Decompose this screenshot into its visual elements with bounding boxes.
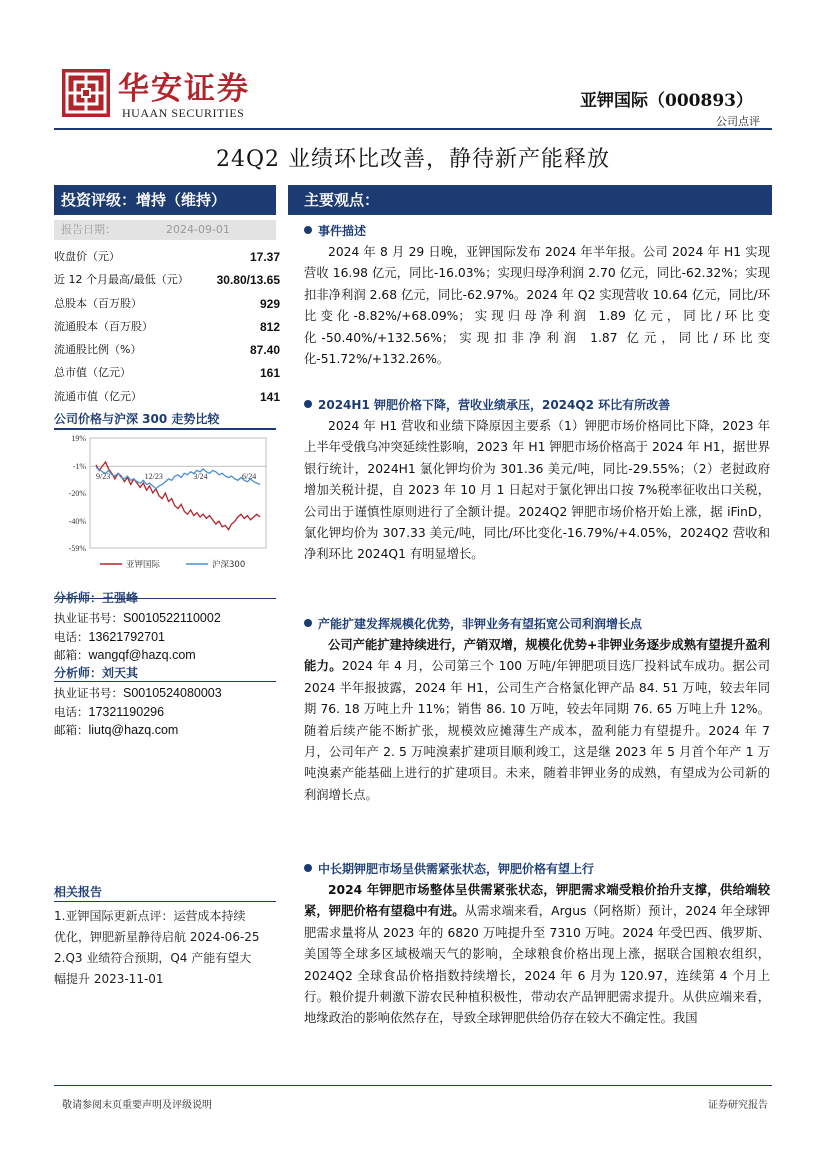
price-comparison-chart [54, 428, 276, 578]
bullet-icon [304, 226, 312, 234]
related-line: 优化，钾肥新星静待启航 2024-06-25 [54, 930, 260, 944]
stat-label: 总股本（百万股） [54, 296, 142, 310]
section-heading: 产能扩建发挥规模化优势，非钾业务有望拓宽公司利润增长点 [304, 615, 770, 635]
section-event [304, 222, 770, 370]
report-date [54, 220, 276, 240]
x-tick-label: 12/23 [144, 472, 163, 482]
related-reports-list [54, 906, 282, 990]
paragraph-body: 2024 年 4 月，公司第三个 100 万吨/年钾肥项目选厂投料试车成功。据公司 2024 半年报披露，2024 年 H1，公司生产合格氯化钾产品 84. 51 万吨，较去年同期 76. 18 万吨上升 11%；销售 86. 10 万吨，较去年同期 76. 65 万吨上升 12%。随着后续产能不断扩张，规模效应摊薄生产成本，盈利能力有望提升。2024 年 7 月，公司年产 2. 5 万吨溴素扩建项目顺利竣工，这是继 2023 年 5 月首个年产 1 万吨溴素产能基础上进行的扩建项目。未来，随着非钾业务的成熟，有望成为公司新的利润增长点。 [304, 659, 770, 802]
x-tick-label: 9/23 [96, 472, 111, 482]
stat-row [54, 340, 282, 363]
section-paragraph: 2024 年 8 月 29 日晚，亚钾国际发布 2024 年半年报。公司 2024 年 H1 实现营收 16.98 亿元，同比-16.03%；实现归母净利润 2.70 亿元，同比-62.32%；实现扣非净利润 2.68 亿元，同比-62.97%。2024 年 Q2 实现营收 10.64 亿元，同比/环比变化-8.82%/+68.09%；实现归母净利润 1.89 亿元，同比/环比变化-50.40%/+132.56%；实现扣非净利润 1.87 亿元，同比/环比变化-51.72%/+132.26%。 [304, 245, 770, 367]
stat-value: 87.40 [249, 343, 280, 358]
stat-value: 812 [259, 319, 280, 334]
stat-value: 30.80/13.65 [216, 273, 280, 288]
section-heading: 2024H1 钾肥价格下降，营收业绩承压，2024Q2 环比有所改善 [304, 396, 770, 416]
related-reports-title: 相关报告 [54, 885, 103, 899]
footer-divider [54, 1085, 772, 1086]
analyst-2-title: 分析师：刘天其 [54, 666, 139, 680]
related-line: 1.亚钾国际更新点评：运营成本持续 [54, 909, 246, 923]
stat-row [54, 247, 282, 270]
stat-label: 流通股比例（%） [54, 343, 142, 357]
stat-label: 流通市值（亿元） [54, 389, 142, 403]
stat-value: 141 [259, 389, 280, 404]
x-tick-label: 3/24 [193, 472, 208, 482]
analyst-card-1 [54, 589, 282, 665]
y-tick-label: 19% [71, 434, 86, 443]
stat-value: 161 [259, 366, 280, 381]
report-title: 24Q2 业绩环比改善，静待新产能释放 [215, 147, 611, 172]
section-heading: 中长期钾肥市场呈供需紧张状态，钾肥价格有望上行 [304, 860, 770, 880]
analyst-2-phone: 电话：17321190296 [54, 704, 165, 719]
company-name: 亚钾国际（000893） [580, 91, 753, 111]
stat-label: 总市值（亿元） [54, 366, 131, 380]
chart-section-title: 公司价格与沪深 300 走势比较 [54, 412, 220, 426]
section-paragraph [304, 880, 770, 1030]
stat-row [54, 317, 282, 340]
paragraph-body: 从需求端来看，Argus（阿格斯）预计，2024 年全球钾肥需求量将从 2023 年的 6820 万吨提升至 7310 万吨。2024 年受巴西、俄罗斯、美国等全球多区域极端天气的影响，全球粮食价格出现上涨，据联合国粮农组织，2024Q2 全球食品价格指数持续增长，2024 年 6 月为 120.97，连续第 4 个月上行。粮价提升刺激下游农民种植积极性，带动农产品钾肥需求提升。从供应端来看，地缘政治的影响依然存在，导致全球钾肥供给仍存在较大不确定性。我国 [304, 904, 770, 1026]
footer-label: 证券研究报告 [708, 1100, 768, 1111]
report-type: 公司点评 [716, 115, 760, 128]
paragraph-lead: 2024 年钾肥市场整体呈供需紧张状态，钾肥需求端受粮价抬升支撑，供给端较紧，钾肥价格有望稳中有进。 [304, 883, 770, 919]
chart-frame [90, 438, 266, 548]
footer-disclaimer: 敬请参阅末页重要声明及评级说明 [62, 1100, 212, 1111]
report-date-value: 2024-09-01 [166, 223, 230, 236]
logo-chinese-name: 华安证券 [118, 71, 250, 107]
analyst-2-cert: 执业证书号：S0010524080003 [54, 686, 222, 700]
section-market-outlook [304, 860, 770, 1030]
stock-stats-table [54, 247, 282, 410]
header-divider [54, 128, 772, 130]
analyst-card-2 [54, 664, 282, 740]
related-reports-rule [54, 901, 276, 902]
investment-rating: 投资评级：增持（维持） [54, 185, 276, 215]
y-tick-label: -40% [68, 517, 86, 527]
y-tick-label: -1% [72, 462, 86, 472]
bullet-icon [304, 619, 312, 627]
analyst-1-title: 分析师：王强峰 [54, 591, 139, 605]
series-line-0 [96, 462, 260, 530]
stat-label: 流通股本（百万股） [54, 319, 153, 333]
stat-label: 收盘价（元） [54, 250, 120, 263]
analyst-1-email: 邮箱：wangqf@hazq.com [54, 648, 196, 662]
huaan-logo-mark [62, 69, 110, 117]
y-tick-label: -59% [68, 544, 86, 553]
logo-english-name: HUAAN SECURITIES [122, 106, 245, 120]
series-line-1 [96, 468, 260, 489]
stat-label: 近 12 个月最高/最低（元） [54, 273, 189, 287]
legend-label: 沪深300 [212, 560, 246, 570]
legend-label: 亚钾国际 [126, 560, 161, 570]
section-paragraph: 2024 年 H1 营收和业绩下降原因主要系（1）钾肥市场价格同比下降，2023 年上半年受俄乌冲突延续性影响，2023 年 H1 钾肥市场价格高于 2024 年 H1，据世界银行统计，2024H1 氯化钾均价为 301.36 美元/吨，同比-29.55%；（2）老挝政府增加关税计提，自 2023 年 10 月 1 日起对于氯化钾出口按 7%税率征收出口关税，公司出于谨慎性原则进行了全额计提。2024Q2 钾肥市场价格开始上涨，据 iFinD，氯化钾均价为 307.33 美元/吨，同比/环比变化-16.79%/+4.05%，2024Q2 营收和净利环比 2024Q1 有明显增长。 [304, 419, 770, 562]
stat-value: 17.37 [249, 250, 280, 264]
related-line: 幅提升 2023-11-01 [54, 972, 164, 986]
report-date-label: 报告日期： [61, 223, 116, 236]
section-capacity [304, 615, 770, 806]
analyst-2-email: 邮箱：liutq@hazq.com [54, 723, 179, 737]
analyst-1-cert: 执业证书号：S0010522110002 [54, 611, 221, 625]
price-chart-svg [54, 428, 276, 578]
bullet-icon [304, 400, 312, 408]
x-tick-label: 6/24 [242, 472, 257, 482]
stat-row [54, 363, 282, 386]
stat-row [54, 294, 282, 317]
paragraph-lead: 公司产能扩建持续进行，产销双增，规模化优势+非钾业务逐步成熟有望提升盈利能力。 [304, 638, 770, 674]
y-tick-label: -20% [68, 489, 86, 498]
stat-row [54, 387, 282, 410]
section-heading: 事件描述 [304, 222, 770, 242]
section-paragraph [304, 635, 770, 806]
main-views-title: 主要观点： [304, 191, 380, 209]
related-line: 2.Q3 业绩符合预期，Q4 产能有望大 [54, 951, 252, 965]
bullet-icon [304, 864, 312, 872]
stat-value: 929 [259, 296, 280, 311]
stat-row [54, 270, 282, 293]
section-h1-performance [304, 396, 770, 566]
analyst-1-phone: 电话：13621792701 [54, 629, 165, 644]
